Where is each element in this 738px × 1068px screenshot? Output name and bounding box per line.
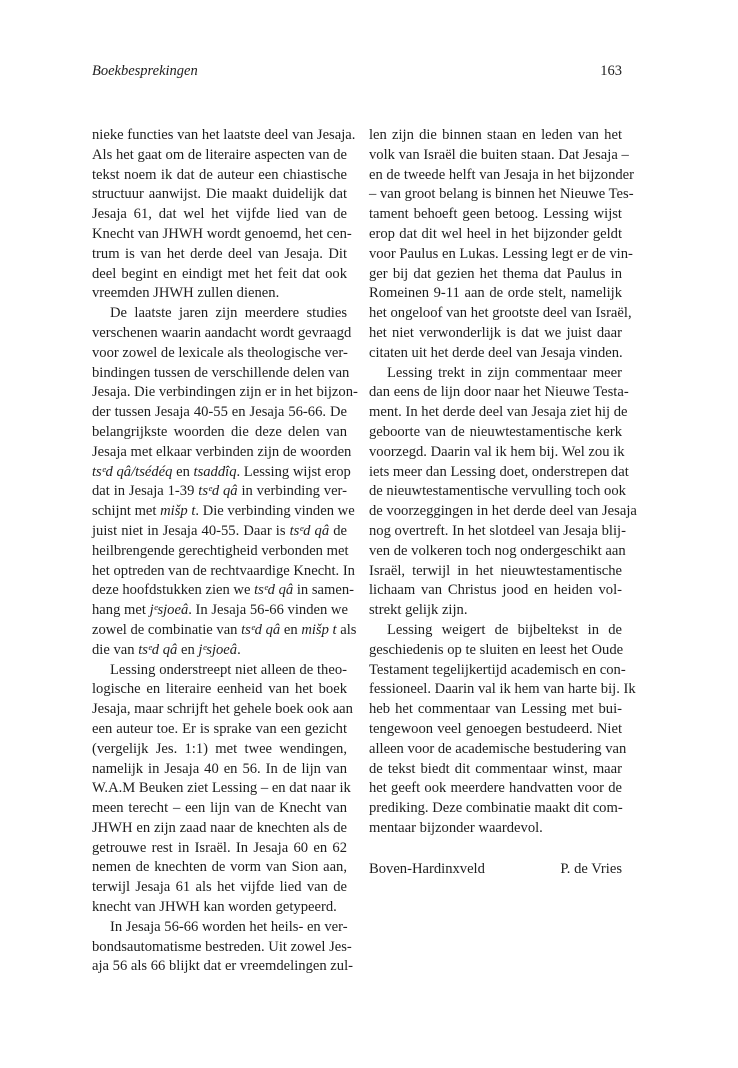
text-segment: heb het commentaar van Lessing met bui- [369, 701, 622, 718]
text-segment: (vergelijk Jes. 1:1) met twee wendingen, [92, 740, 347, 757]
text-line [369, 661, 626, 681]
text-line [92, 185, 347, 205]
text-segment: het geeft ook meerdere handvatten voor de [369, 780, 622, 797]
text-column-right [369, 126, 637, 839]
text-segment: trum is van het derde deel van Jesaja. Dit [92, 245, 347, 262]
text-segment: nemen de knechten de vorm van Sion aan, [92, 859, 347, 876]
italic-term: tsᵉd qâ [254, 582, 294, 599]
text-segment: ven de volkeren toch nog ondergeschikt aan [369, 542, 626, 559]
text-segment: De laatste jaren zijn meerdere studies [110, 305, 347, 322]
text-segment: dan eens de lijn door naar het Nieuwe Testa- [369, 384, 629, 401]
text-segment: verschenen waarin aandacht wordt gevraagd [92, 324, 352, 341]
text-segment: schijnt met [92, 503, 161, 520]
text-line [92, 740, 347, 760]
text-line [92, 304, 347, 324]
text-segment: Israël, terwijl in het nieuwtestamentische [369, 562, 622, 579]
text-segment: Jesaja met elkaar verbinden zijn de woorden [92, 443, 352, 460]
text-line [92, 641, 347, 661]
text-segment: tament behoeft geen betoog. Lessing wijst [369, 206, 622, 223]
text-segment: een auteur toe. Er is sprake van een gezicht [92, 720, 347, 737]
text-segment: alleen voor de academische bestudering van [369, 740, 627, 757]
text-segment: mentaar bijzonder waardevol. [369, 819, 543, 836]
text-line [369, 601, 622, 621]
text-segment: en [280, 621, 302, 638]
italic-term: tsaddîq [193, 463, 237, 480]
text-segment: vreemden JHWH zullen dienen. [92, 285, 280, 302]
text-segment: structuur aanwijst. Die maakt duidelijk dat [92, 186, 347, 203]
text-segment: terwijl Jesaja 61 als het vijfde lied van de [92, 879, 347, 896]
text-segment: het niet verwonderlijk is dat we juist daar [369, 324, 622, 341]
text-line [92, 205, 347, 225]
text-line [369, 680, 636, 700]
text-line [369, 700, 622, 720]
text-segment: Lessing onderstreept niet alleen de theo- [110, 661, 347, 678]
text-segment: bondsautomatisme bestreden. Uit zowel Jes- [92, 938, 352, 955]
text-segment: . Die verbinding vinden we [195, 503, 355, 520]
text-segment: de [329, 522, 347, 539]
text-segment: als [336, 621, 357, 638]
text-segment: namelijk in Jesaja 40 en 56. In de lijn van [92, 760, 347, 777]
text-line [92, 265, 347, 285]
text-line [92, 146, 347, 166]
text-line [369, 502, 637, 522]
italic-term: tsᵉd qâ [198, 483, 238, 500]
text-line [369, 245, 633, 265]
text-segment: juist niet in Jesaja 40-55. Daar is [92, 522, 290, 539]
text-line [369, 641, 622, 661]
text-segment: het optreden van de rechtvaardige Knecht. In [92, 562, 355, 579]
text-line [369, 482, 626, 502]
text-line [92, 403, 347, 423]
page-number: 163 [600, 63, 622, 79]
text-line [92, 700, 353, 720]
text-segment: len zijn die binnen staan en leden van het [369, 127, 622, 143]
italic-term: jᵉsjoeâ [149, 602, 189, 619]
text-line [369, 166, 635, 186]
text-line [92, 383, 358, 403]
text-segment: citaten uit het derde deel van Jesaja vinden. [369, 344, 623, 361]
text-line [92, 938, 352, 958]
text-segment: deel begint en eindigt met het feit dat ook [92, 265, 347, 282]
text-segment: prediking. Deze combinatie maakt dit com- [369, 800, 623, 817]
text-line [369, 720, 622, 740]
text-segment: Jesaja. Die verbindingen zijn er in het bijzon- [92, 384, 358, 401]
text-line [92, 858, 347, 878]
text-segment: het ongeloof van het grootste deel van Israël, [369, 305, 632, 322]
text-line [369, 621, 622, 641]
text-segment: geschiedenis op te sluiten en leest het Oude [369, 641, 624, 658]
text-line [92, 680, 347, 700]
text-line [369, 463, 629, 483]
text-segment: voorzegd. Daarin val ik hem bij. Wel zou ik [369, 443, 625, 460]
text-line [92, 581, 354, 601]
text-line [92, 661, 347, 681]
text-segment: meen terecht – een lijn van de Knecht van [92, 800, 347, 817]
text-segment: JHWH en zijn zaad naar de knechten als de [92, 819, 347, 836]
text-segment: en [172, 463, 194, 480]
text-segment: dat in Jesaja 1-39 [92, 483, 199, 500]
running-header-section: Boekbesprekingen [92, 63, 198, 79]
text-segment: In Jesaja 56-66 worden het heils- en ver- [110, 918, 348, 935]
text-line [92, 898, 347, 918]
text-line [92, 344, 347, 364]
text-segment: . In Jesaja 56-66 vinden we [188, 602, 348, 619]
text-line [369, 126, 622, 146]
text-segment: ger bij dat gezien het thema dat Paulus in [369, 265, 622, 282]
text-segment: de voorzeggingen in het derde deel van Jesaja [369, 503, 637, 520]
italic-term: tsᵉd qâ [241, 621, 281, 638]
text-segment: Romeinen 9-11 aan de orde stelt, namelijk [369, 285, 622, 302]
text-segment: in verbinding ver- [237, 483, 347, 500]
text-segment: iets meer dan Lessing doet, onderstrepen dat [369, 463, 629, 480]
text-line [92, 542, 347, 562]
text-line [92, 918, 347, 938]
text-line [92, 245, 347, 265]
text-segment: de tekst biedt dit commentaar winst, maar [369, 760, 622, 777]
text-segment: W.A.M Beuken ziet Lessing – en dat naar ik [92, 780, 351, 797]
text-line [92, 443, 352, 463]
text-line [92, 166, 347, 186]
text-segment: in samen- [293, 582, 354, 599]
text-segment: . Lessing wijst erop [236, 463, 351, 480]
text-line [369, 304, 632, 324]
italic-term: tsᵉd qâ/tsédéq [92, 463, 173, 480]
text-segment: en [177, 641, 199, 658]
italic-term: tsᵉd qâ [289, 522, 330, 539]
text-line [369, 265, 622, 285]
text-line [92, 423, 347, 443]
text-line [92, 601, 347, 621]
text-segment: – van groot belang is binnen het Nieuwe Tes- [369, 186, 634, 203]
text-line [369, 383, 629, 403]
text-line [92, 364, 350, 384]
text-segment: heilbrengende gerechtigheid verbonden met [92, 542, 349, 559]
text-segment: ment. In het derde deel van Jesaja ziet hij de [369, 404, 628, 421]
text-segment: lichaam van Christus jood en heiden vol- [369, 582, 622, 599]
italic-term: mišp t [160, 503, 196, 520]
text-line [92, 284, 347, 304]
text-segment: deze hoofdstukken zien we [92, 582, 255, 599]
text-line [369, 205, 622, 225]
text-segment: Jesaja, maar schrijft het gehele boek ook aan [92, 701, 353, 718]
text-line [92, 463, 351, 483]
text-line [369, 522, 626, 542]
text-line [369, 284, 622, 304]
text-segment: . [237, 641, 241, 658]
text-segment: Jesaja 61, dat wel het vijfde lied van de [92, 206, 347, 223]
text-line [369, 146, 629, 166]
text-segment: getrouwe rest in Israël. In Jesaja 60 en 62 [92, 839, 347, 856]
text-line [92, 878, 347, 898]
text-line [92, 760, 347, 780]
text-line [369, 799, 622, 819]
text-line [369, 324, 622, 344]
text-segment: voor zowel de lexicale als theologische ver- [92, 344, 348, 361]
text-segment: voor Paulus en Lukas. Lessing legt er de vin- [369, 245, 633, 262]
text-line [369, 423, 622, 443]
italic-term: jᵉsjoeâ [198, 641, 238, 658]
text-line [92, 839, 347, 859]
text-line [369, 403, 628, 423]
text-line [92, 779, 351, 799]
text-line [369, 779, 622, 799]
text-segment: nog overtreft. In het slotdeel van Jesaja blij- [369, 522, 626, 539]
text-segment: Lessing trekt in zijn commentaar meer [387, 364, 622, 381]
text-line [92, 522, 347, 542]
text-line [92, 126, 356, 146]
text-segment: nieke functies van het laatste deel van Jesaja. [92, 127, 356, 143]
text-segment: Testament tegelijkertijd academisch en con- [369, 661, 626, 678]
text-segment: volk van Israël die buiten staan. Dat Jesaja – [369, 146, 629, 163]
text-segment: Knecht van JHWH wordt genoemd, het cen- [92, 225, 352, 242]
text-line [369, 185, 634, 205]
text-line [92, 799, 347, 819]
text-line [92, 720, 347, 740]
text-segment: aja 56 als 66 blijkt dat er vreemdelingen zul- [92, 958, 353, 975]
text-line [92, 324, 352, 344]
text-line [369, 344, 622, 364]
text-line [92, 819, 347, 839]
text-line [92, 562, 355, 582]
signature-place: Boven-Hardinxveld [369, 861, 485, 877]
text-line [369, 443, 625, 463]
signature-author: P. de Vries [560, 861, 622, 877]
text-segment: tekst noem ik dat de auteur een chiastische [92, 166, 347, 183]
text-line [369, 225, 622, 245]
text-line [369, 760, 622, 780]
text-line [92, 225, 352, 245]
text-line [92, 502, 355, 522]
text-line [369, 581, 622, 601]
text-line [92, 482, 347, 502]
text-segment: bindingen tussen de verschillende delen van [92, 364, 350, 381]
text-segment: die van [92, 641, 139, 658]
italic-term: mišp t [301, 621, 337, 638]
text-segment: der tussen Jesaja 40-55 en Jesaja 56-66. De [92, 404, 347, 421]
text-segment: hang met [92, 602, 150, 619]
text-segment: Lessing weigert de bijbeltekst in de [387, 621, 622, 638]
text-segment: tengewoon veel genoegen bestudeerd. Niet [369, 720, 622, 737]
text-segment: Als het gaat om de literaire aspecten van de [92, 146, 347, 163]
text-line [369, 542, 626, 562]
text-line [369, 562, 622, 582]
text-segment: en de tweede helft van Jesaja in het bijzonder [369, 166, 635, 183]
italic-term: tsᵉd qâ [138, 641, 178, 658]
text-segment: geboorte van de nieuwtestamentische kerk [369, 423, 622, 440]
text-line [369, 819, 622, 839]
text-segment: zowel de combinatie van [92, 621, 242, 638]
text-segment: strekt gelijk zijn. [369, 602, 468, 619]
text-line [92, 957, 353, 977]
text-line [92, 621, 357, 641]
text-segment: erop dat dit wel heel in het bijzonder geldt [369, 225, 622, 242]
text-segment: fessioneel. Daarin val ik hem van harte bij. Ik [369, 681, 636, 698]
text-column-left [92, 126, 358, 977]
text-segment: logische en literaire eenheid van het boek [92, 681, 347, 698]
text-line [369, 740, 627, 760]
text-segment: de nieuwtestamentische vervulling toch ook [369, 483, 626, 500]
text-segment: belangrijkste woorden die deze delen van [92, 423, 347, 440]
text-line [369, 364, 622, 384]
text-segment: knecht van JHWH kan worden getypeerd. [92, 899, 337, 916]
